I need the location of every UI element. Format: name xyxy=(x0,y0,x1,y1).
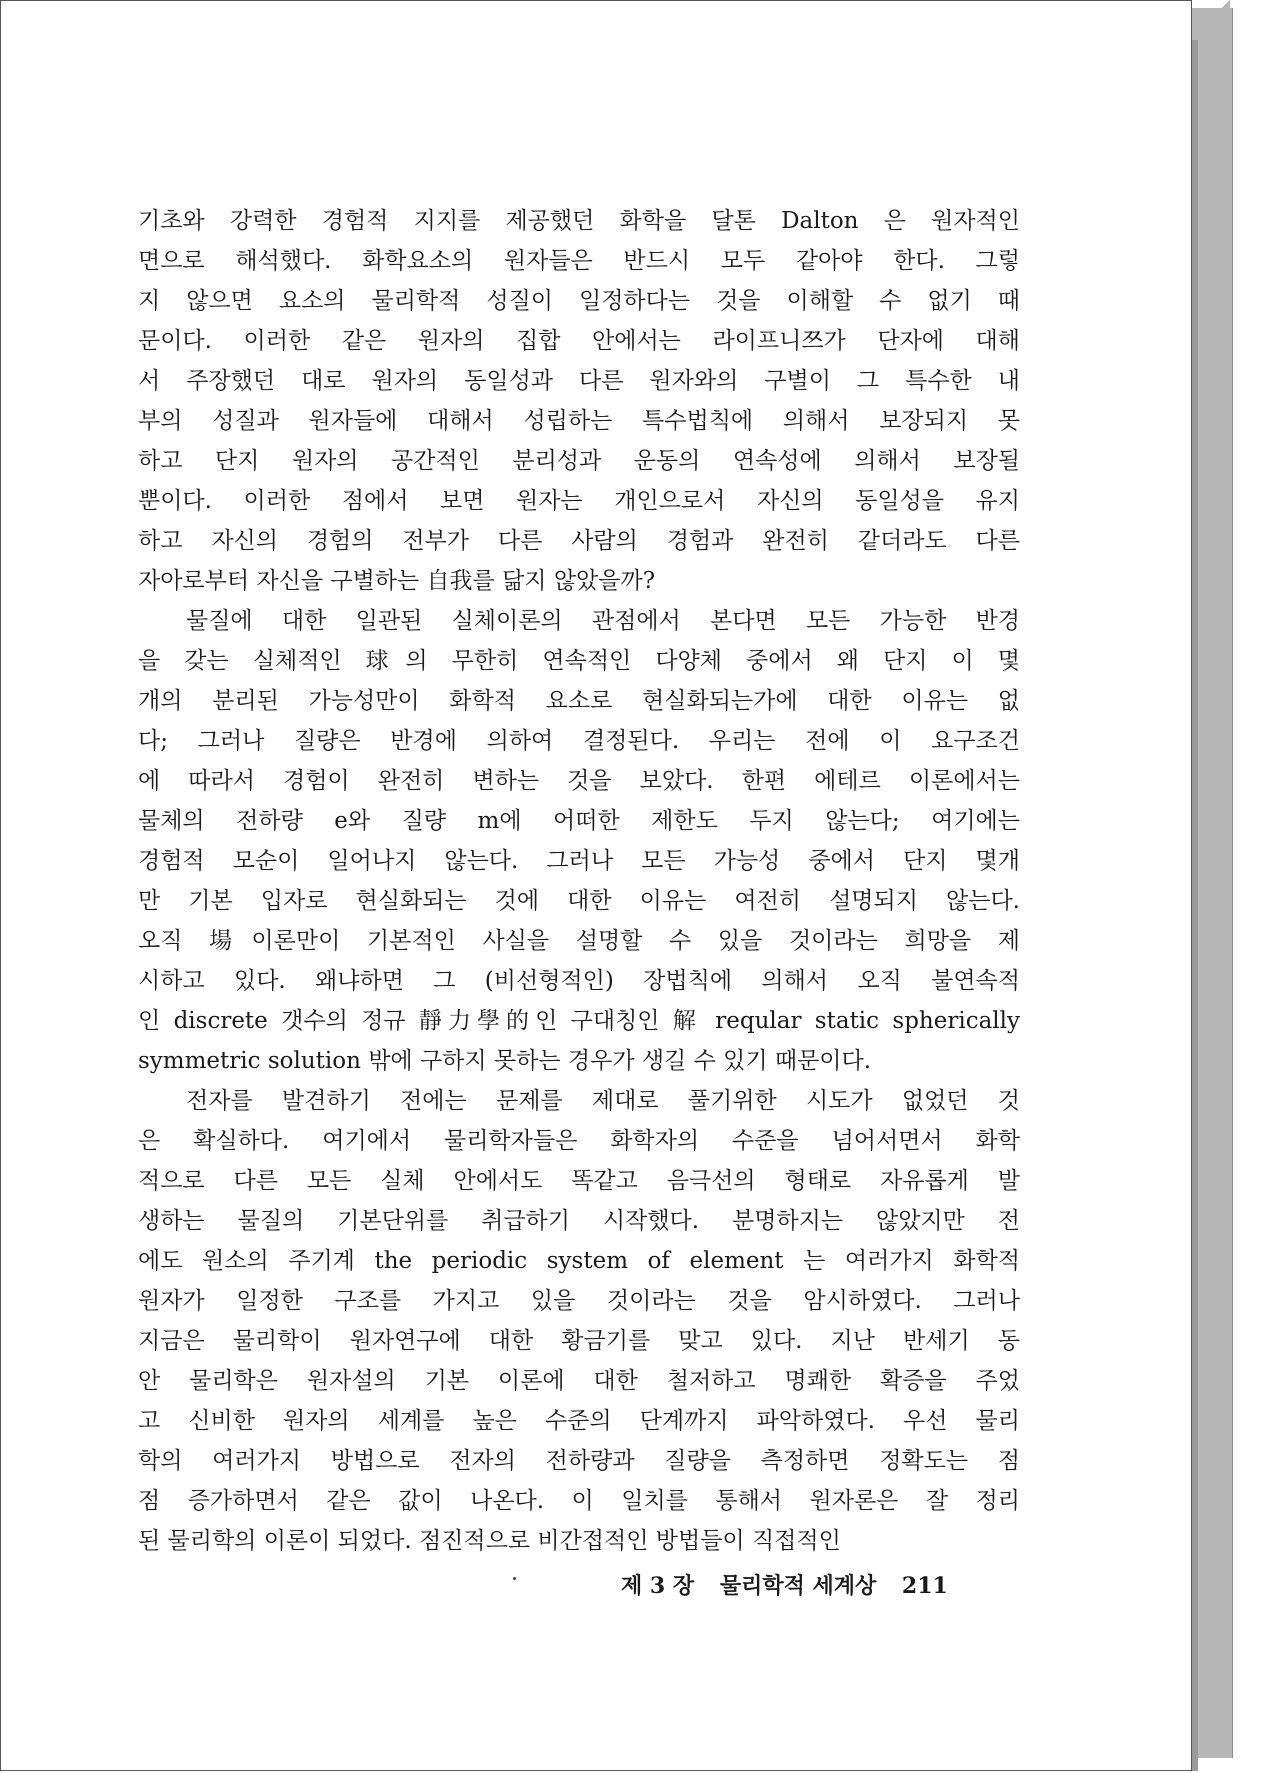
text-line: 생하는 물질의 기본단위를 취급하기 시작했다. 분명하지는 않았지만 전 xyxy=(138,1208,1020,1234)
text-line: 자아로부터 자신을 구별하는 自我를 닮지 않았을까? xyxy=(138,568,656,594)
text-line: 면으로 해석했다. 화학요소의 원자들은 반드시 모두 같아야 한다. 그렇 xyxy=(138,248,1020,274)
text-line: 은 확실하다. 여기에서 물리학자들은 화학자의 수준을 넘어서면서 화학 xyxy=(138,1128,1020,1154)
text-line: 에도 원소의 주기계 the periodic system of element 는 여러가지 화학적 xyxy=(138,1248,1020,1274)
page-footer xyxy=(621,1569,1021,1600)
text-line: 서 주장했던 대로 원자의 동일성과 다른 원자와의 구별이 그 특수한 내 xyxy=(138,368,1020,394)
text-line: 기초와 강력한 경험적 지지를 제공했던 화학을 달톤 Dalton 은 원자적인 xyxy=(138,208,1020,234)
text-line: 을 갖는 실체적인 球의 무한히 연속적인 다양체 중에서 왜 단지 이 몇 xyxy=(138,648,1020,674)
text-line: 지금은 물리학이 원자연구에 대한 황금기를 맞고 있다. 지난 반세기 동 xyxy=(138,1328,1020,1354)
text-line: 안 물리학은 원자설의 기본 이론에 대한 철저하고 명쾌한 확증을 주었 xyxy=(138,1368,1020,1394)
text-line: 물체의 전하량 e와 질량 m에 어떠한 제한도 두지 않는다; 여기에는 xyxy=(138,808,1020,834)
footer-page-number: 211 xyxy=(901,1573,948,1599)
footer-chapter-title: 물리학적 세계상 xyxy=(719,1573,877,1599)
text-line: 원자가 일정한 구조를 가지고 있을 것이라는 것을 암시하였다. 그러나 xyxy=(138,1288,1020,1314)
text-line: 물질에 대한 일관된 실체이론의 관점에서 본다면 모든 가능한 반경 xyxy=(186,608,1020,634)
body-text xyxy=(138,201,1020,1561)
footer-chapter: 제 3 장 xyxy=(621,1573,695,1599)
text-line: 뿐이다. 이러한 점에서 보면 원자는 개인으로서 자신의 동일성을 유지 xyxy=(138,488,1020,514)
text-line: 만 기본 입자로 현실화되는 것에 대한 이유는 여전히 설명되지 않는다. xyxy=(138,888,1020,914)
text-line: 점 증가하면서 같은 값이 나온다. 이 일치를 통해서 원자론은 잘 정리 xyxy=(138,1488,1020,1514)
paragraph xyxy=(138,1081,1020,1561)
text-line: symmetric solution 밖에 구하지 못하는 경우가 생길 수 있기 때문이다. xyxy=(138,1048,872,1074)
text-line: 하고 자신의 경험의 전부가 다른 사람의 경험과 완전히 같더라도 다른 xyxy=(138,528,1020,554)
text-line: 적으로 다른 모든 실체 안에서도 똑같고 음극선의 형태로 자유롭게 발 xyxy=(138,1168,1020,1194)
paragraph xyxy=(138,201,1020,601)
page-stack-edge xyxy=(1192,8,1233,1758)
text-line: 하고 단지 원자의 공간적인 분리성과 운동의 연속성에 의해서 보장될 xyxy=(138,448,1020,474)
text-line: 오직 場이론만이 기본적인 사실을 설명할 수 있을 것이라는 희망을 제 xyxy=(138,928,1020,954)
text-line: 문이다. 이러한 같은 원자의 집합 안에서는 라이프니쯔가 단자에 대해 xyxy=(138,328,1020,354)
text-line: 개의 분리된 가능성만이 화학적 요소로 현실화되는가에 대한 이유는 없 xyxy=(138,688,1020,714)
paragraph xyxy=(138,601,1020,1081)
text-line: 지 않으면 요소의 물리학적 성질이 일정하다는 것을 이해할 수 없기 때 xyxy=(138,288,1020,314)
ink-speck xyxy=(513,1577,516,1580)
text-line: 인 discrete 갯수의 정규 靜力學的인 구대칭인 解 reqular static spherically xyxy=(138,1008,1020,1034)
text-line: 부의 성질과 원자들에 대해서 성립하는 특수법칙에 의해서 보장되지 못 xyxy=(138,408,1020,434)
text-line: 다; 그러나 질량은 반경에 의하여 결정된다. 우리는 전에 이 요구조건 xyxy=(138,728,1020,754)
text-line: 된 물리학의 이론이 되었다. 점진적으로 비간접적인 방법들이 직접적인 xyxy=(138,1528,841,1554)
text-line: 시하고 있다. 왜냐하면 그 (비선형적인) 장법칙에 의해서 오직 불연속적 xyxy=(138,968,1020,994)
text-line: 경험적 모순이 일어나지 않는다. 그러나 모든 가능성 중에서 단지 몇개 xyxy=(138,848,1020,874)
text-line: 에 따라서 경험이 완전히 변하는 것을 보았다. 한편 에테르 이론에서는 xyxy=(138,768,1020,794)
text-line: 고 신비한 원자의 세계를 높은 수준의 단계까지 파악하였다. 우선 물리 xyxy=(138,1408,1020,1434)
text-line: 전자를 발견하기 전에는 문제를 제대로 풀기위한 시도가 없었던 것 xyxy=(186,1088,1020,1114)
text-line: 학의 여러가지 방법으로 전자의 전하량과 질량을 측정하면 정확도는 점 xyxy=(138,1448,1020,1474)
page-shadow xyxy=(1192,40,1198,1771)
